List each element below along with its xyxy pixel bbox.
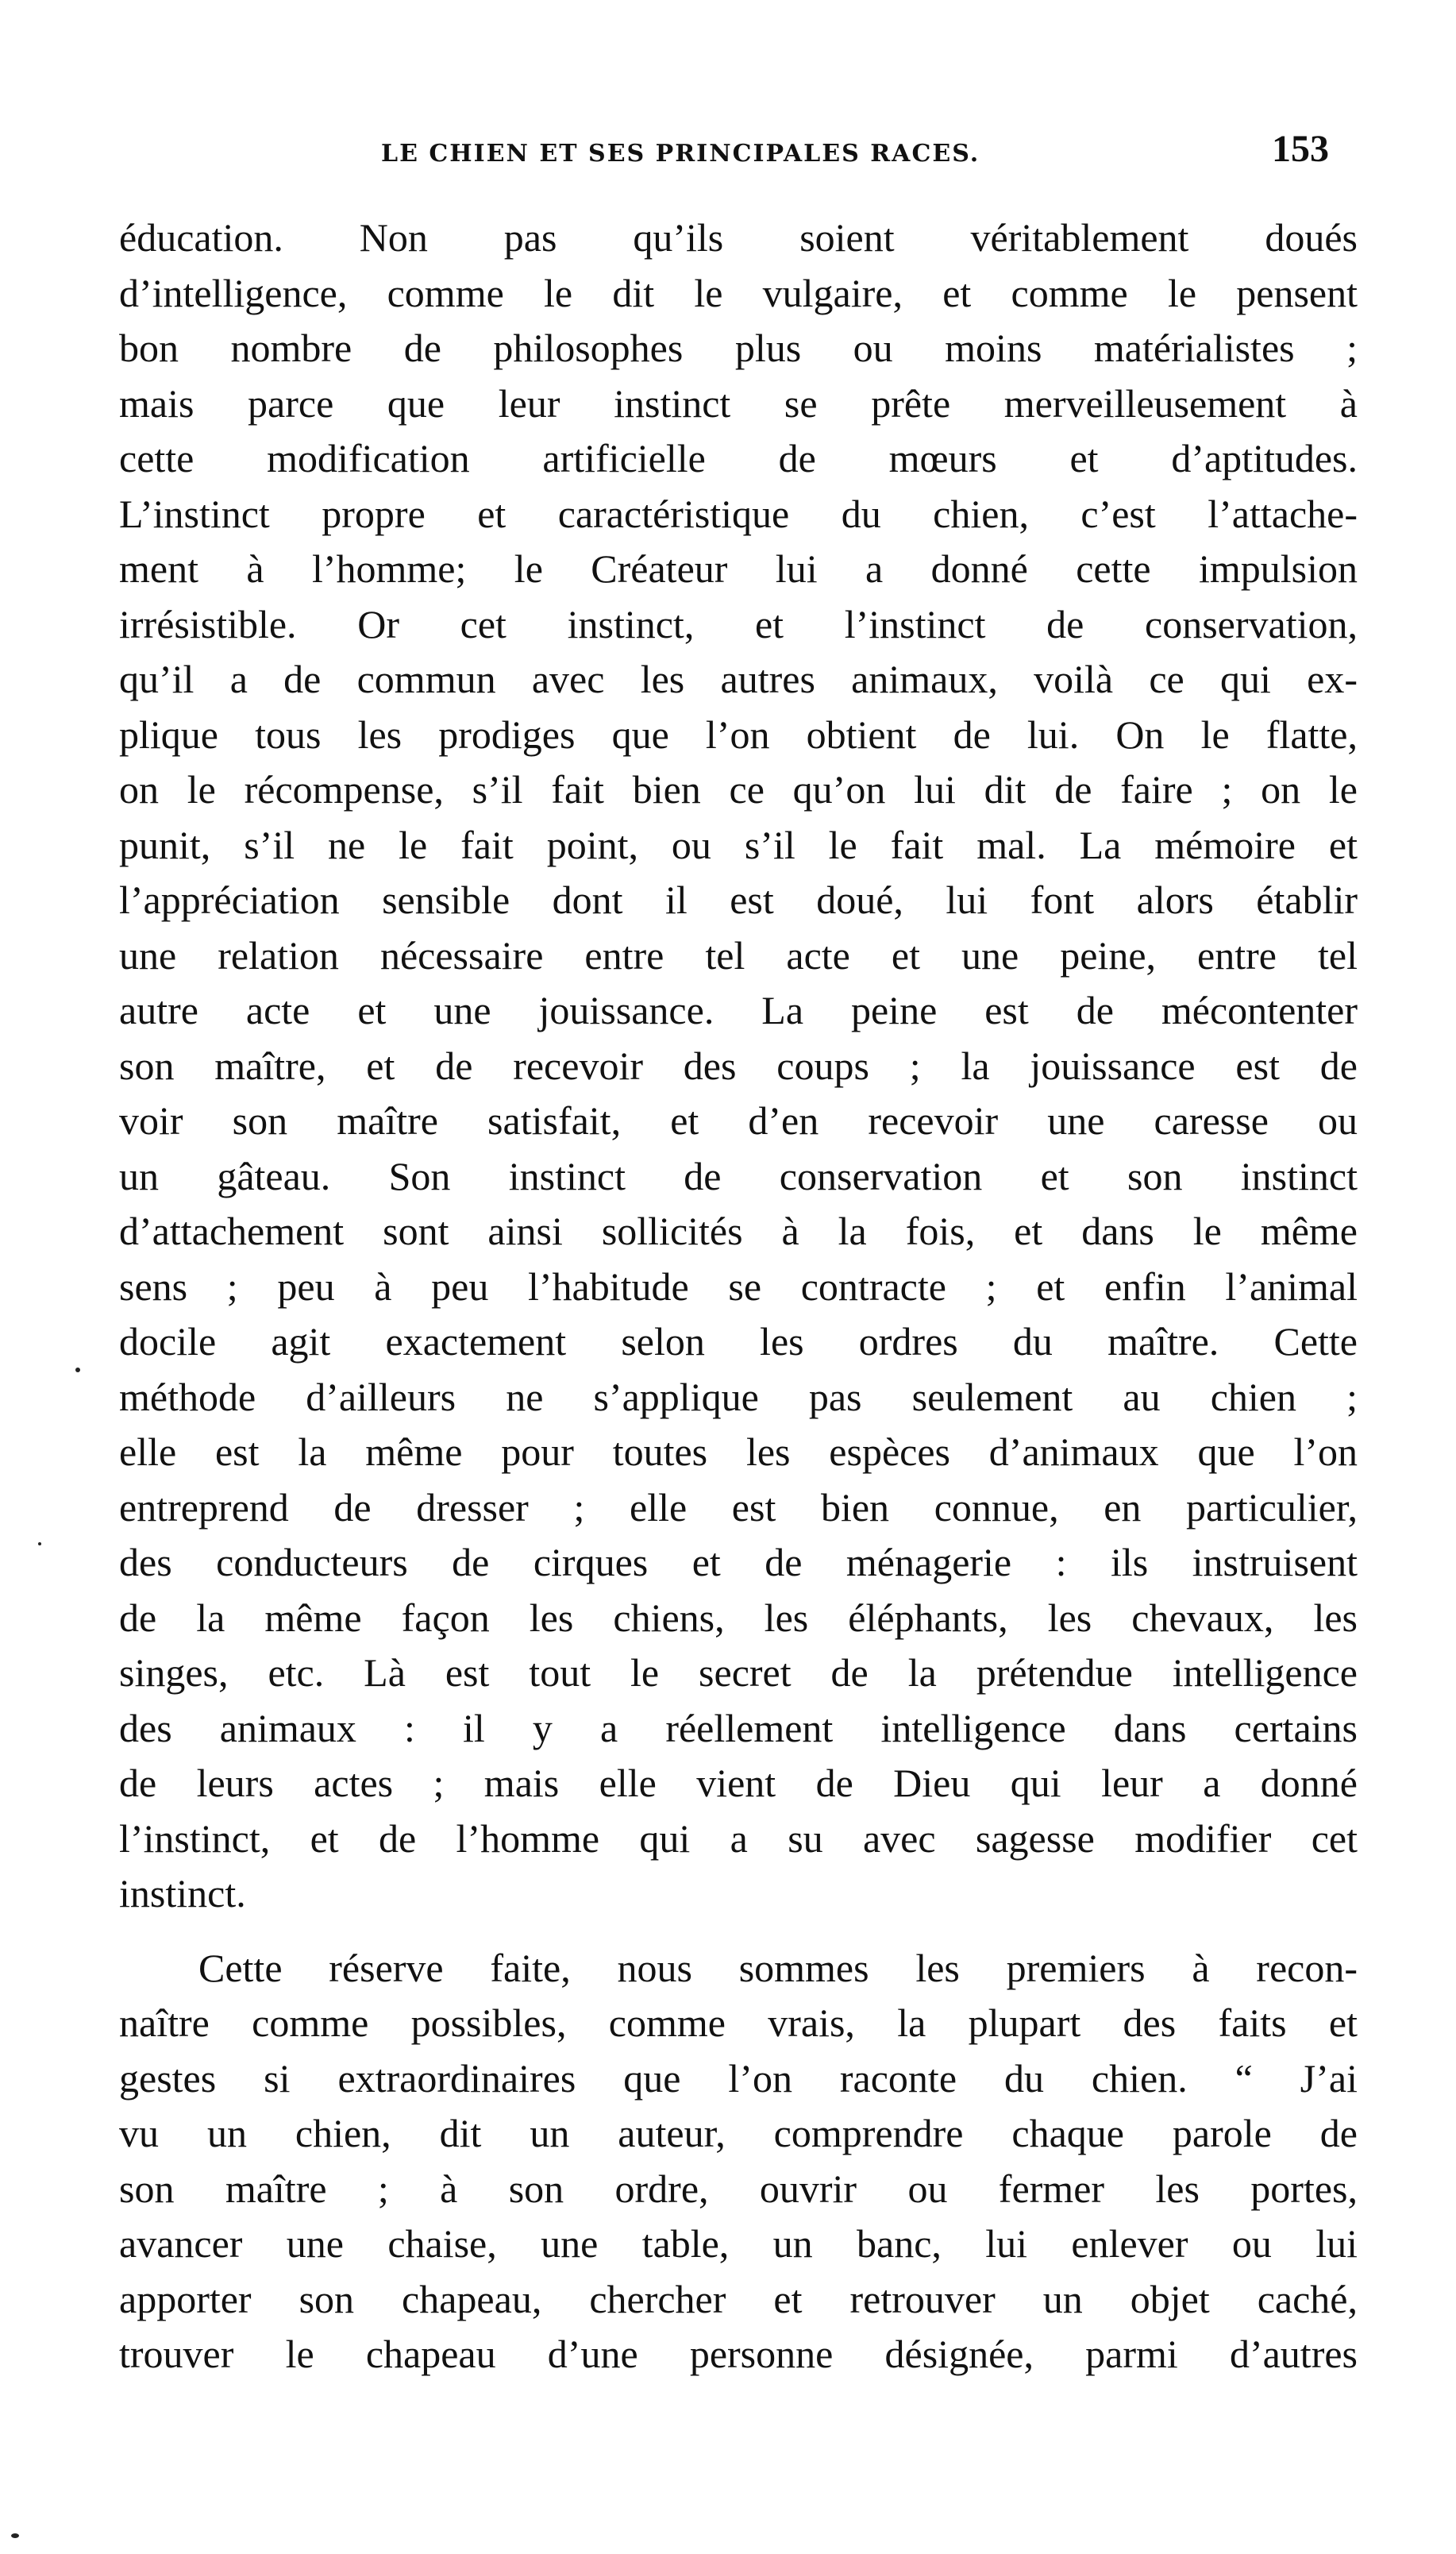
text-line: qu’il a de commun avec les autres animaux, voilà ce qui ex- [119, 657, 1358, 701]
text-line: naître comme possibles, comme vrais, la plupart des faits et [119, 2000, 1358, 2045]
text-line: autre acte et une jouissance. La peine est de mécontenter [119, 988, 1358, 1032]
text-line: elle est la même pour toutes les espèces d’animaux que l’on [119, 1429, 1358, 1474]
text-line: une relation nécessaire entre tel acte et une peine, entre tel [119, 932, 1358, 978]
text-line: singes, etc. Là est tout le secret de la prétendue intelligence [119, 1650, 1358, 1695]
text-line: mais parce que leur instinct se prête merveilleusement à [119, 380, 1358, 426]
text-line: d’attachement sont ainsi sollicités à la fois, et dans le même [119, 1209, 1358, 1253]
text-line: des conducteurs de cirques et de ménagerie : ils instruisent [119, 1540, 1358, 1584]
text-line: de la même façon les chiens, les éléphants, les chevaux, les [119, 1595, 1358, 1640]
text-line: gestes si extraordinaires que l’on raconte du chien. “ J’ai [119, 2055, 1358, 2101]
text-line: voir son maître satisfait, et d’en recevoir une caresse ou [119, 1098, 1358, 1143]
text-line: méthode d’ailleurs ne s’applique pas seulement au chien ; [119, 1374, 1358, 1419]
text-line: vu un chien, dit un auteur, comprendre chaque parole de [119, 2111, 1358, 2155]
text-line: d’intelligence, comme le dit le vulgaire, et comme le pensent [119, 270, 1358, 315]
text-line: son maître, et de recevoir des coups ; la jouissance est de [119, 1043, 1358, 1088]
text-line: cette modification artificielle de mœurs et d’aptitudes. [119, 436, 1358, 480]
stray-ink-mark [75, 1368, 80, 1372]
text-line: entreprend de dresser ; elle est bien connue, en particulier, [119, 1484, 1358, 1530]
text-line: des animaux : il y a réellement intelligence dans certains [119, 1705, 1358, 1750]
text-line: sens ; peu à peu l’habitude se contracte ; et enfin l’animal [119, 1263, 1358, 1309]
text-line: on le récompense, s’il fait bien ce qu’on lui dit de faire ; on le [119, 767, 1358, 812]
text-line: éducation. Non pas qu’ils soient véritablement doués [119, 215, 1358, 260]
page-header [127, 127, 1329, 183]
text-line: instinct. [119, 1871, 246, 1916]
text-line: l’instinct, et de l’homme qui a su avec sagesse modifier cet [119, 1815, 1358, 1861]
text-line: plique tous les prodiges que l’on obtient de lui. On le flatte, [119, 712, 1358, 757]
stray-ink-mark [11, 2533, 19, 2538]
paragraph [119, 1941, 1358, 2382]
running-title: LE CHIEN ET SES PRINCIPALES RACES. [381, 140, 980, 168]
stray-ink-mark [38, 1542, 41, 1545]
text-line: avancer une chaise, une table, un banc, lui enlever ou lui [119, 2221, 1358, 2266]
text-line: irrésistible. Or cet instinct, et l’instinct de conservation, [119, 601, 1358, 646]
text-line: ment à l’homme; le Créateur lui a donné cette impulsion [119, 546, 1358, 591]
text-line: punit, s’il ne le fait point, ou s’il le fait mal. La mémoire et [119, 822, 1358, 867]
text-line: Cette réserve faite, nous sommes les premiers à recon- [198, 1945, 1358, 1990]
text-line: docile agit exactement selon les ordres du maître. Cette [119, 1319, 1358, 1364]
text-line: trouver le chapeau d’une personne désignée, parmi d’autres [119, 2332, 1358, 2376]
text-line: l’appréciation sensible dont il est doué, lui font alors établir [119, 878, 1358, 922]
text-line: L’instinct propre et caractéristique du chien, c’est l’attache- [119, 491, 1358, 536]
text-line: bon nombre de philosophes plus ou moins matérialistes ; [119, 326, 1358, 370]
paragraph [119, 210, 1358, 1922]
paragraph-gap [119, 1922, 1358, 1941]
text-line: un gâteau. Son instinct de conservation et son instinct [119, 1153, 1358, 1198]
body-text [119, 210, 1358, 2382]
text-line: apporter son chapeau, chercher et retrouver un objet caché, [119, 2276, 1358, 2321]
page-number: 153 [1272, 128, 1329, 170]
text-line: son maître ; à son ordre, ouvrir ou fermer les portes, [119, 2166, 1358, 2211]
text-line: de leurs actes ; mais elle vient de Dieu qui leur a donné [119, 1761, 1358, 1805]
